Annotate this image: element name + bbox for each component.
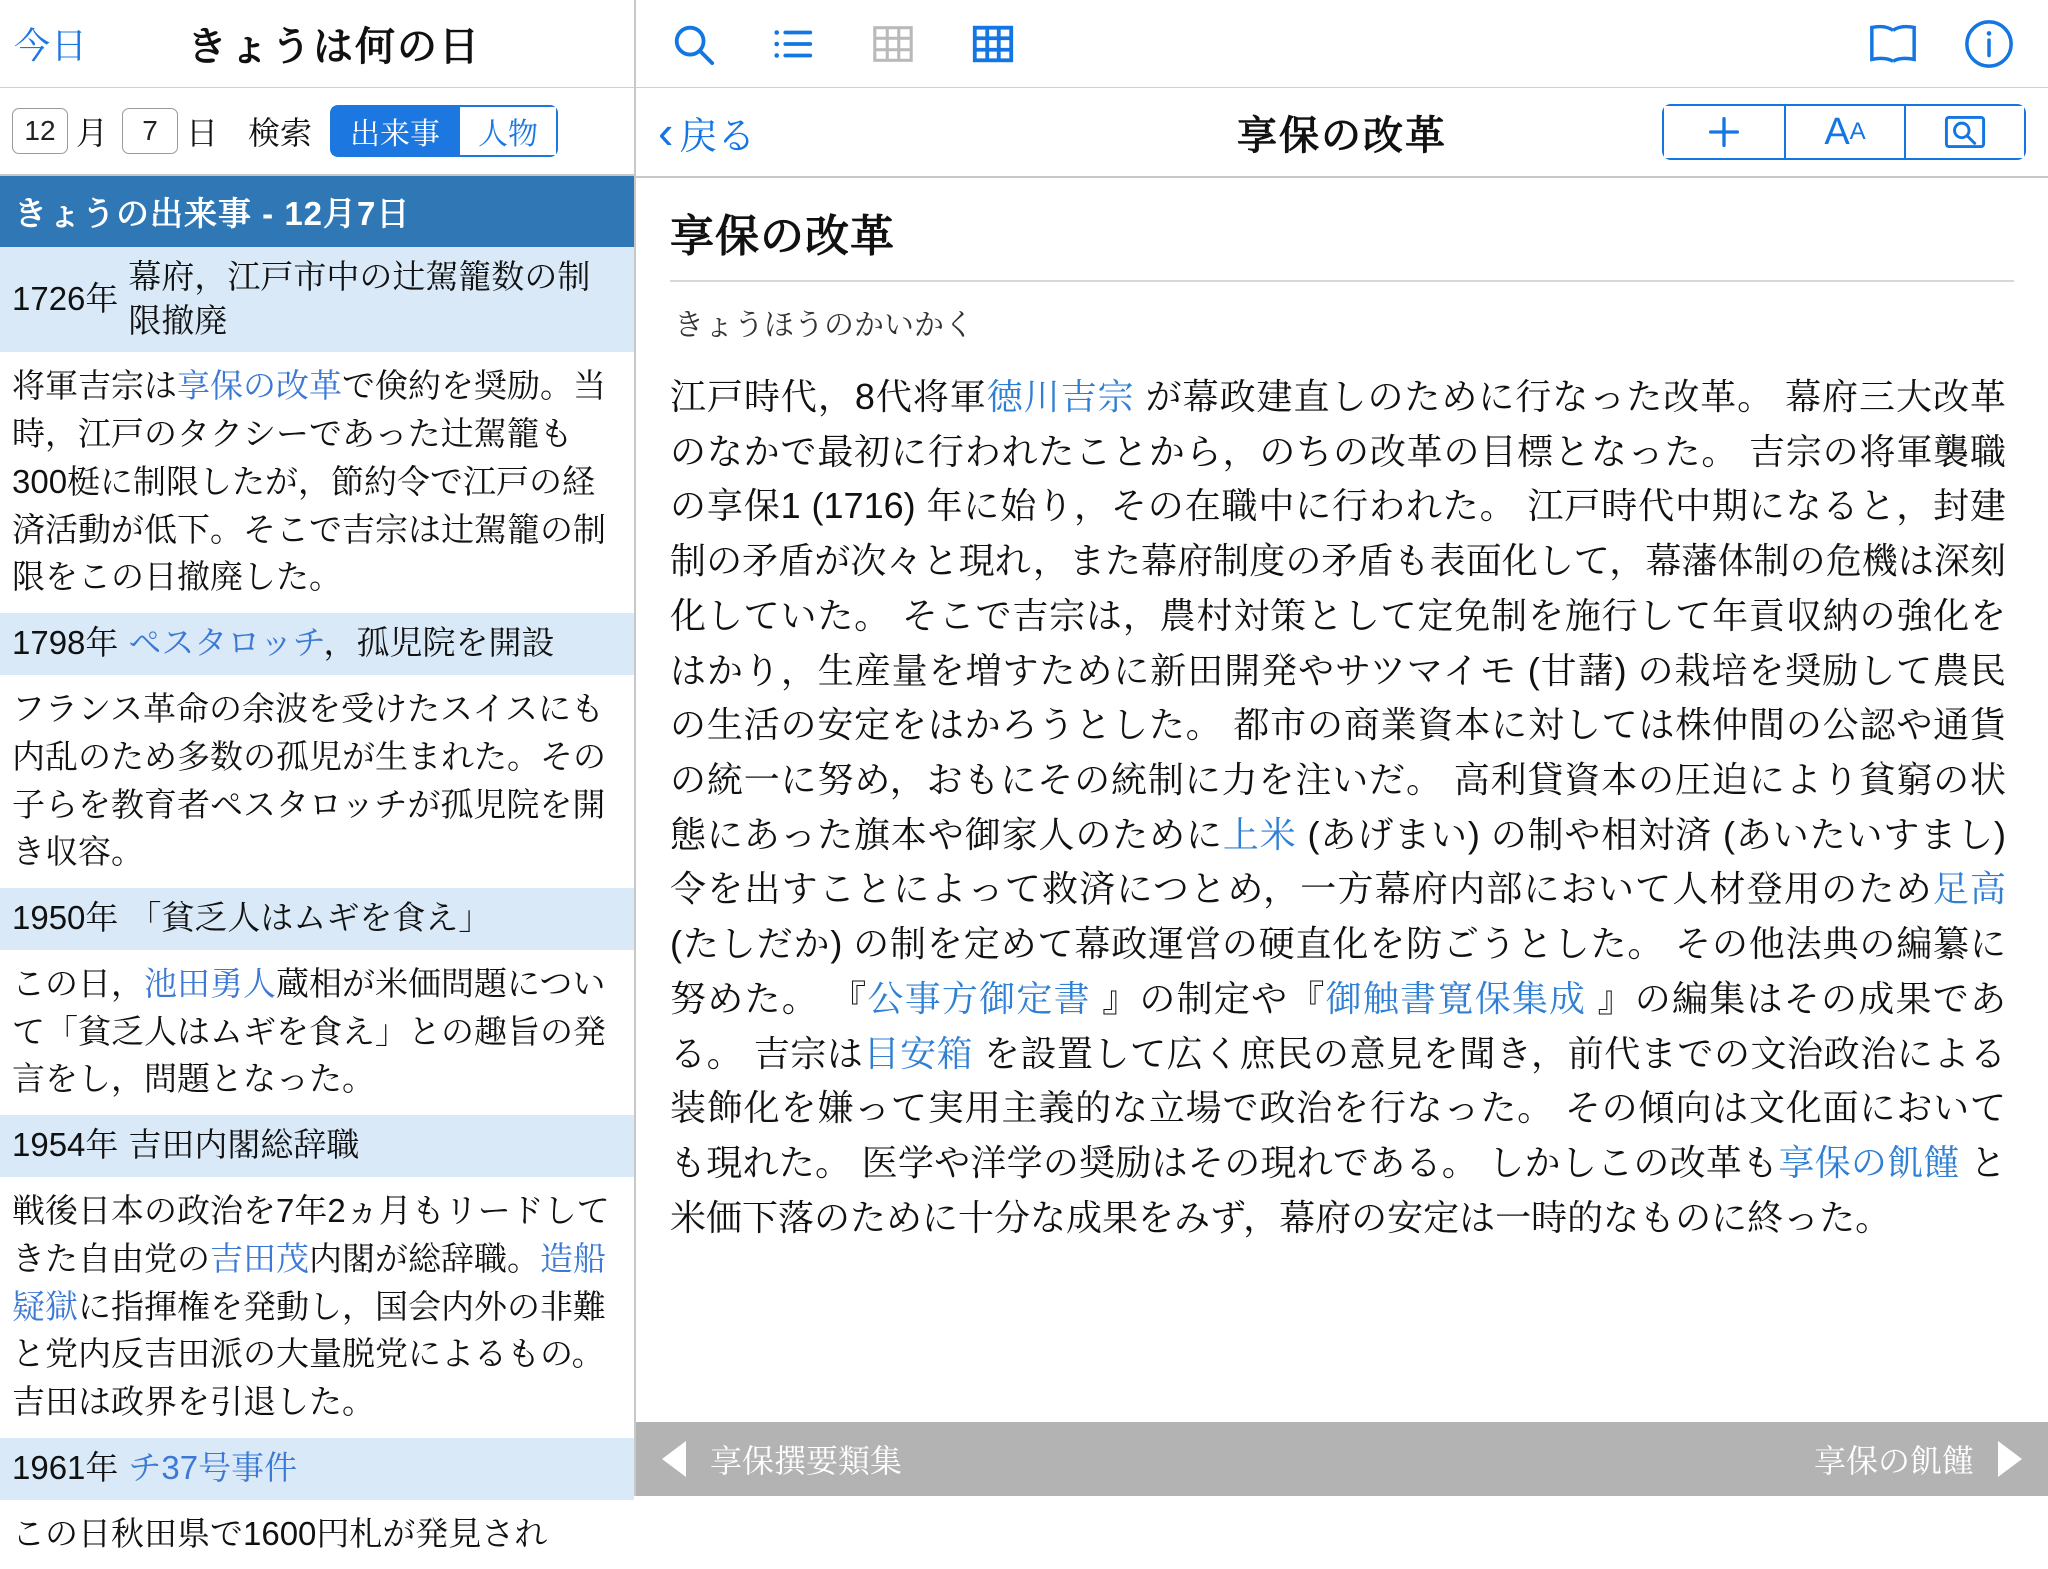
- events-list[interactable]: [0, 247, 634, 1569]
- left-titlebar: [0, 0, 634, 88]
- article-reading: きょうほうのかいかく: [674, 309, 974, 342]
- month-input[interactable]: 12: [12, 108, 68, 154]
- right-pane: [636, 0, 2048, 1496]
- entry-body-text: この日，: [12, 964, 144, 1002]
- entry-year: 1954年: [12, 1126, 119, 1164]
- previous-entry-label: 享保撰要類集: [710, 1443, 903, 1479]
- previous-entry-button[interactable]: [662, 1436, 902, 1482]
- article-text: 』の編集はその成果である。 吉宗は: [670, 977, 2006, 1074]
- article-text: を設置して広く庶民の意見を聞き，前代までの文治政治による装飾化を嫌って実用主義的な立場で政治を行なった。 その傾向は文化面においても現れた。 医学や洋学の奨励はその現れである。 しかしこの改革も: [670, 1032, 2006, 1184]
- triangle-right-icon: [1998, 1441, 2022, 1477]
- entry-title-link[interactable]: チ37号事件: [128, 1449, 298, 1487]
- day-input[interactable]: 7: [122, 108, 178, 154]
- today-button[interactable]: 今日: [14, 25, 89, 66]
- article-link-tokugawa-yoshimune[interactable]: 徳川吉宗: [986, 376, 1135, 417]
- mode-segmented-control[interactable]: [330, 105, 558, 157]
- book-icon[interactable]: [1868, 22, 1918, 66]
- article-text: 江戸時代，8代将軍: [670, 376, 987, 417]
- entry-title: 「貧乏人はムギを食え」: [128, 899, 492, 937]
- right-topbar: [636, 0, 2048, 88]
- entry-body-text: 将軍吉宗は: [12, 367, 177, 405]
- entry-body-link[interactable]: 造船疑獄: [12, 1239, 606, 1325]
- article[interactable]: [636, 178, 2048, 1422]
- chevron-left-icon: ‹: [658, 106, 674, 158]
- list-item[interactable]: [0, 247, 634, 352]
- entry-body: この日秋田県で1600円札が発見され: [12, 1514, 548, 1552]
- entry-body-text: 内閣が総辞職。: [309, 1239, 540, 1277]
- entry-body-text: 戦後日本の政治を7年2ヵ月もリードしてきた自由党の: [12, 1191, 610, 1277]
- back-button[interactable]: [658, 105, 755, 160]
- left-page-title: きょうは何の日: [187, 25, 481, 69]
- day-unit-label: 日: [186, 115, 219, 151]
- list-item[interactable]: [0, 613, 634, 675]
- month-unit-label: 月: [76, 115, 109, 151]
- entry-year: 1950年: [12, 899, 119, 937]
- article-link-agemai[interactable]: 上米: [1222, 813, 1297, 855]
- entry-title-link[interactable]: ペスタロッチ: [128, 624, 324, 662]
- grid-icon[interactable]: [970, 21, 1016, 67]
- list-item[interactable]: [0, 1115, 634, 1177]
- article-text: と米価下落のために十分な成果をみず，幕府の安定は一時的なものに終った。: [670, 1142, 2006, 1238]
- next-entry-button[interactable]: [1814, 1436, 2022, 1482]
- entry-title: 幕府，江戸市中の辻駕籠数の制限撤廃: [128, 258, 591, 339]
- entry-body: [0, 950, 634, 1116]
- article-title: 享保の改革: [670, 200, 2014, 282]
- back-button-label: 戻る: [679, 115, 756, 158]
- add-button[interactable]: [1664, 106, 1784, 158]
- entry-title: [128, 621, 622, 665]
- entry-year: 1961年: [12, 1449, 119, 1487]
- list-header: きょうの出来事 - 12月7日: [0, 176, 634, 247]
- left-toolbar: [0, 88, 634, 176]
- entry-body-text: に指揮権を発動し，国会内外の非難と党内反吉田派の大量脱党によるもの。吉田は政界を引退した。: [12, 1287, 606, 1421]
- triangle-left-icon: [662, 1441, 686, 1477]
- entry-body-link[interactable]: 享保の改革: [177, 367, 342, 405]
- find-in-page-button[interactable]: [1904, 106, 2024, 158]
- article-body: [670, 370, 2014, 1246]
- entry-body: [0, 352, 634, 613]
- entry-title-text: ，孤児院を開設: [323, 624, 555, 662]
- article-text: が幕政建直しのために行なった改革。 幕府三大改革のなかで最初に行われたことから，のちの改革の目標となった。 吉宗の将軍襲職の享保1 (1716) 年に始り，その在職中に行われた。 江戸時代中期になると，封建制の矛盾が次々と現れ，また幕府制度の矛盾も表面化して，幕藩体制の危機は深刻化していた。 そこで吉宗は，農村対策として定免制を施行して年貢収納の強化をはかり，生産量を増すために新田開発やサツマイモ (甘藷) の栽培を奨励して農民の生活の安定をはかろうとした。 都市の商業資本に対しては株仲間の公認や通貨の統一に努め，おもにその統制に力を注いだ。 高利貸資本の圧迫により貧窮の状態にあった旗本や御家人のために: [670, 376, 2007, 855]
- entry-body-text: 蔵相が米価問題について「貧乏人はムギを食え」との趣旨の発言をし，問題となった。: [12, 964, 606, 1098]
- entry-title: 吉田内閣総辞職: [128, 1126, 360, 1164]
- article-link-kyoho-famine[interactable]: 享保の飢饉: [1778, 1142, 1960, 1184]
- right-navbar: [636, 88, 2048, 178]
- article-text: 』の制定や『: [1090, 977, 1326, 1019]
- entry-title: [128, 1446, 622, 1490]
- article-link-meyasubako[interactable]: 目安箱: [863, 1032, 974, 1074]
- article-text: (たしだか) の制を定めて幕政運営の硬直化を防ごうとした。 その他法典の編纂に努めた。 『: [670, 923, 2006, 1019]
- entry-year: 1726年: [12, 279, 119, 317]
- font-size-button[interactable]: A A: [1784, 106, 1904, 158]
- entry-body: フランス革命の余波を受けたスイスにも内乱のため多数の孤児が生まれた。その子らを教育者ペスタロッチが孤児院を開き収容。: [12, 689, 606, 871]
- entry-body: [0, 1177, 634, 1438]
- article-link-ofuregaki-kanpo-shusei[interactable]: 御触書寛保集成: [1325, 977, 1587, 1019]
- article-link-kujikata-osadamegaki[interactable]: 公事方御定書: [867, 977, 1091, 1019]
- nav-action-group[interactable]: [1662, 104, 2026, 160]
- search-icon[interactable]: [670, 21, 716, 67]
- entry-body-text: で倹約を奨励。当時，江戸のタクシーであった辻駕籠も300梃に制限したが，節約令で江戸の経済活動が低下。そこで吉宗は辻駕籠の制限をこの日撤廃した。: [12, 367, 606, 596]
- nav-title: 享保の改革: [1237, 113, 1447, 158]
- info-icon[interactable]: [1964, 19, 2014, 69]
- search-button[interactable]: 検索: [248, 115, 313, 151]
- segment-people[interactable]: 人物: [458, 107, 556, 155]
- segment-events[interactable]: 出来事: [332, 107, 458, 155]
- entry-body-link[interactable]: 吉田茂: [210, 1239, 309, 1277]
- bottom-navigation-bar: [636, 1422, 2048, 1496]
- left-pane: [0, 0, 636, 1552]
- table-icon[interactable]: [870, 21, 916, 67]
- entry-body-link[interactable]: 池田勇人: [144, 964, 276, 1002]
- list-icon[interactable]: [770, 21, 816, 67]
- article-link-tashidaka[interactable]: 足高: [1932, 868, 2006, 910]
- article-text: (あげまい) の制や相対済 (あいたいすまし) 令を出すことによって救済につとめ，一方幕府内部において人材登用のため: [670, 813, 2006, 910]
- next-entry-label: 享保の飢饉: [1813, 1443, 1974, 1479]
- entry-year: 1798年: [12, 624, 119, 662]
- list-item[interactable]: [0, 1438, 634, 1500]
- list-item[interactable]: [0, 888, 634, 950]
